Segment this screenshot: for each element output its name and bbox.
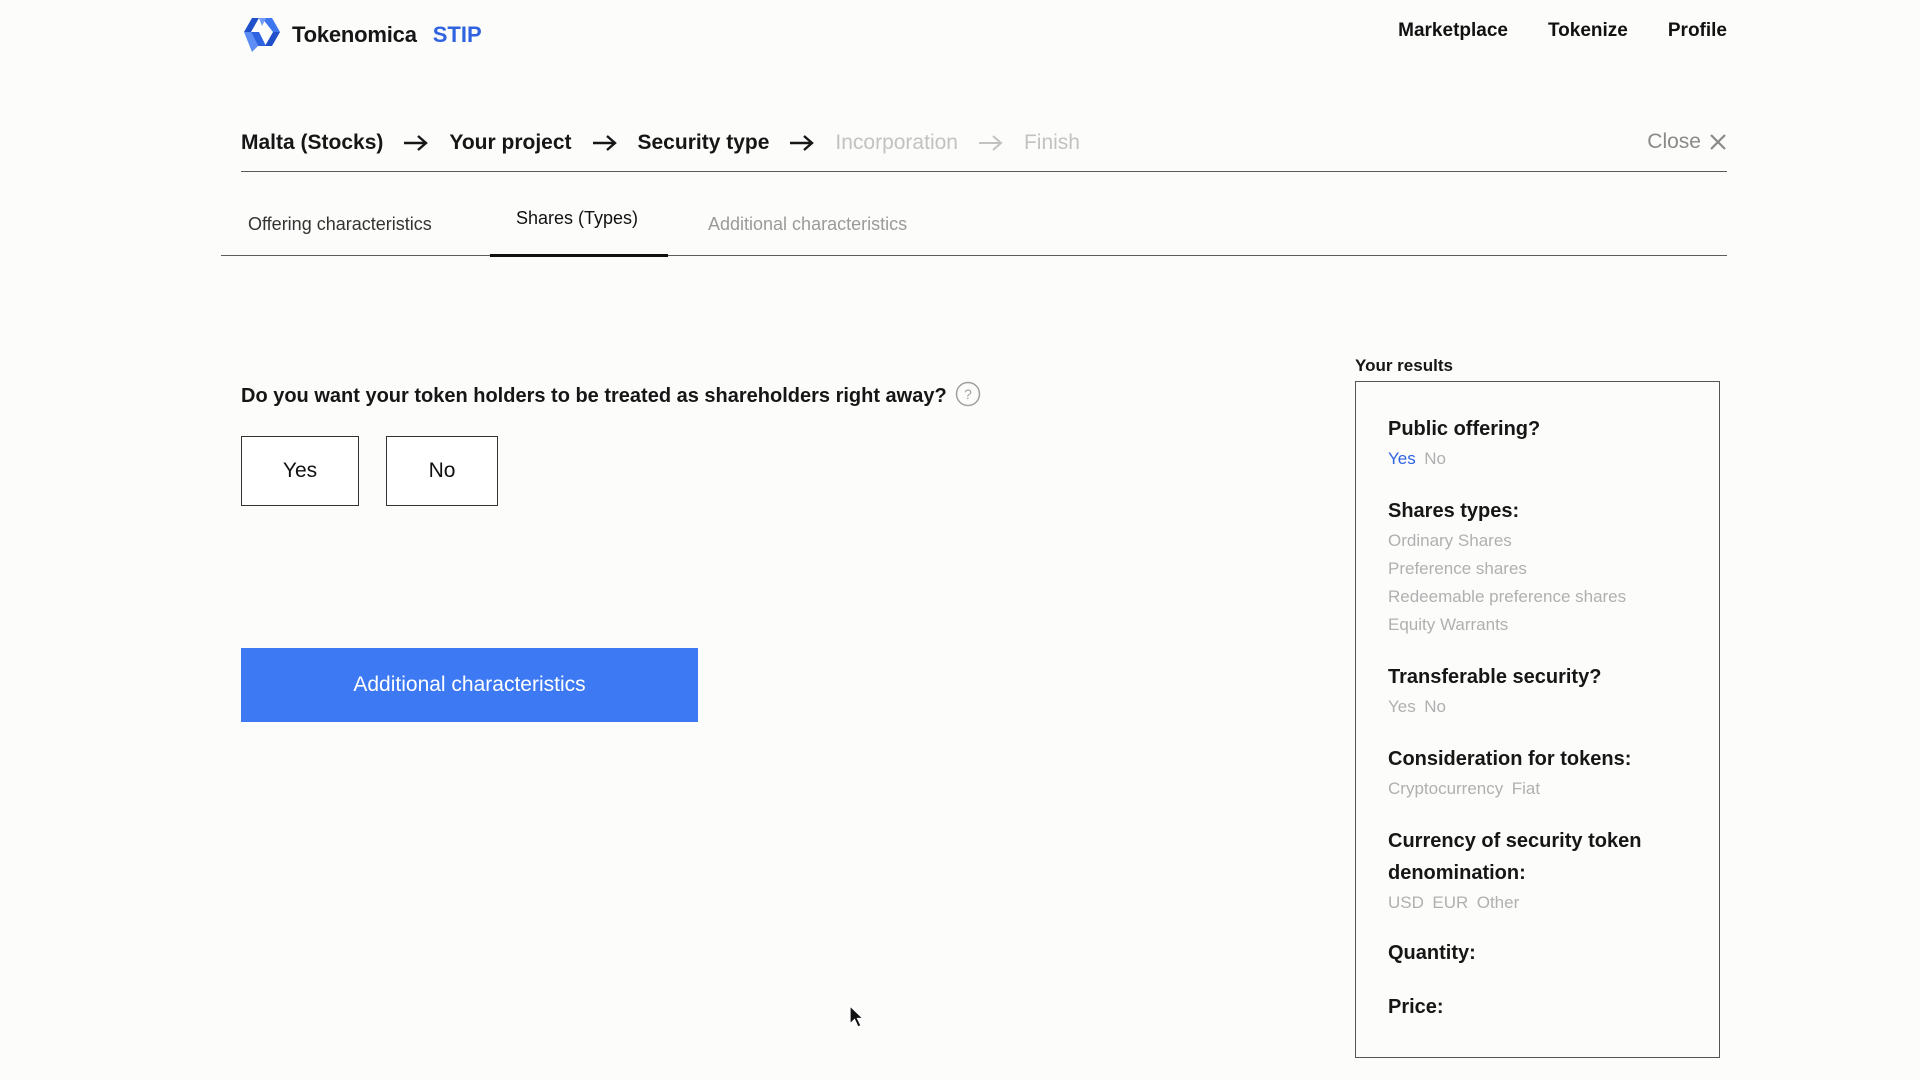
tab-shares-types[interactable] bbox=[490, 196, 668, 257]
result-heading: Public offering? bbox=[1388, 418, 1541, 440]
close-icon bbox=[1709, 133, 1727, 151]
step-security-type[interactable]: Security type bbox=[637, 131, 770, 154]
tab-label: Offering characteristics bbox=[248, 214, 432, 234]
result-option-usd[interactable]: USD bbox=[1388, 893, 1424, 912]
progress-stepper bbox=[241, 130, 1080, 156]
arrow-right-icon bbox=[592, 134, 618, 152]
step-finish: Finish bbox=[1023, 131, 1080, 154]
result-option-eur[interactable]: EUR bbox=[1432, 893, 1469, 912]
step-malta-stocks[interactable]: Malta (Stocks) bbox=[241, 131, 384, 154]
tokenomica-logo-icon bbox=[242, 16, 282, 54]
result-option-cryptocurrency[interactable]: Cryptocurrency bbox=[1388, 779, 1504, 798]
tab-offering-characteristics[interactable] bbox=[248, 196, 448, 254]
nav-profile[interactable]: Profile bbox=[1667, 20, 1727, 41]
brand-name: Tokenomica bbox=[292, 22, 417, 47]
result-option-equity-warrants[interactable]: Equity Warrants bbox=[1388, 615, 1509, 634]
question-text: Do you want your token holders to be treated as shareholders right away? bbox=[241, 385, 947, 407]
result-option-redeemable-preference-shares[interactable]: Redeemable preference shares bbox=[1388, 587, 1627, 606]
result-heading: Transferable security? bbox=[1388, 666, 1602, 688]
arrow-right-icon bbox=[978, 134, 1004, 152]
result-shares-types bbox=[1388, 495, 1698, 639]
brand-accent: STIP bbox=[432, 22, 482, 47]
stepper-divider bbox=[241, 171, 1727, 172]
results-title: Your results bbox=[1355, 356, 1453, 375]
result-option-yes[interactable]: Yes bbox=[1388, 449, 1416, 468]
result-quantity bbox=[1388, 937, 1698, 969]
mouse-cursor-icon bbox=[849, 1005, 865, 1029]
result-currency-denomination bbox=[1388, 825, 1698, 917]
nav-marketplace[interactable]: Marketplace bbox=[1398, 20, 1508, 41]
section-tabs bbox=[221, 196, 1727, 256]
result-heading: Currency of security token denomination: bbox=[1388, 830, 1642, 884]
result-price bbox=[1388, 991, 1698, 1023]
arrow-right-icon bbox=[789, 134, 815, 152]
yes-button[interactable]: Yes bbox=[241, 436, 359, 506]
result-heading: Shares types: bbox=[1388, 500, 1520, 522]
result-option-fiat[interactable]: Fiat bbox=[1511, 779, 1541, 798]
help-icon[interactable] bbox=[955, 381, 981, 407]
result-option-ordinary-shares[interactable]: Ordinary Shares bbox=[1388, 531, 1512, 550]
result-public-offering bbox=[1388, 413, 1698, 473]
question-row bbox=[241, 385, 981, 408]
arrow-right-icon bbox=[403, 134, 429, 152]
additional-characteristics-button[interactable]: Additional characteristics bbox=[241, 648, 698, 722]
nav-tokenize[interactable]: Tokenize bbox=[1547, 20, 1628, 41]
result-option-yes[interactable]: Yes bbox=[1388, 697, 1416, 716]
results-panel bbox=[1355, 381, 1720, 1058]
step-your-project[interactable]: Your project bbox=[449, 131, 572, 154]
result-option-no[interactable]: No bbox=[1424, 449, 1446, 468]
tab-label: Shares (Types) bbox=[516, 208, 639, 228]
tab-additional-characteristics[interactable] bbox=[708, 196, 938, 254]
close-label: Close bbox=[1647, 130, 1701, 153]
result-option-other[interactable]: Other bbox=[1476, 893, 1520, 912]
result-transferable-security bbox=[1388, 661, 1698, 721]
brand-logo[interactable] bbox=[242, 16, 482, 54]
top-nav bbox=[1398, 20, 1727, 42]
close-button[interactable] bbox=[1647, 130, 1727, 154]
tab-label: Additional characteristics bbox=[708, 214, 908, 234]
result-consideration-for-tokens bbox=[1388, 743, 1698, 803]
result-heading: Quantity: bbox=[1388, 942, 1476, 964]
result-heading: Consideration for tokens: bbox=[1388, 748, 1632, 770]
no-button[interactable]: No bbox=[386, 436, 498, 506]
result-option-no[interactable]: No bbox=[1424, 697, 1446, 716]
result-heading: Price: bbox=[1388, 996, 1444, 1018]
result-option-preference-shares[interactable]: Preference shares bbox=[1388, 559, 1527, 578]
step-incorporation: Incorporation bbox=[835, 131, 958, 154]
svg-text:?: ? bbox=[963, 385, 972, 402]
